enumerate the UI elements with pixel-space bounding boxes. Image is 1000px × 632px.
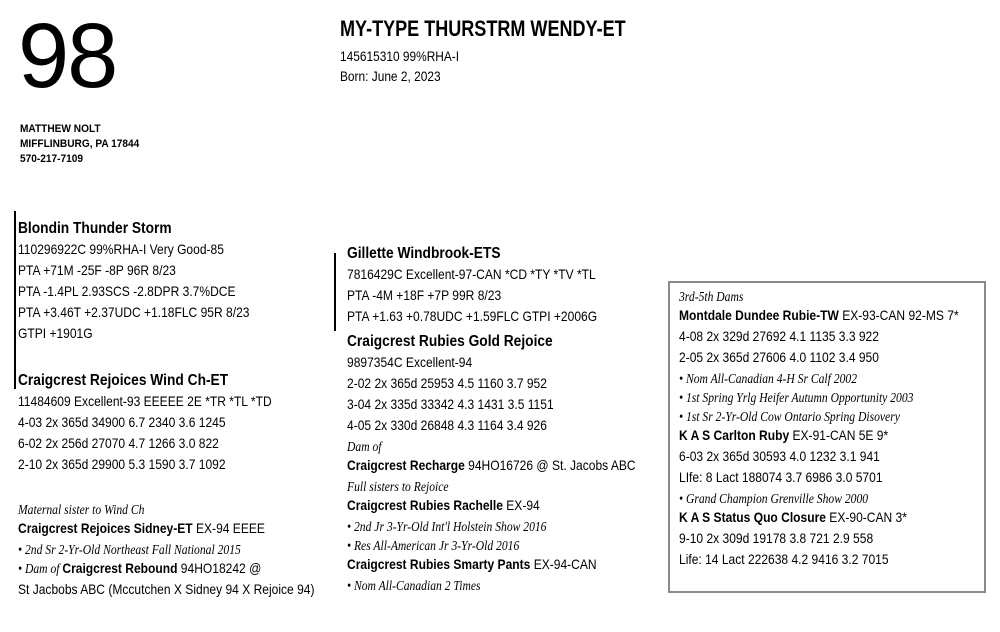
- animal-birthdate: Born: June 2, 2023: [340, 68, 441, 84]
- granddam-name: Craigcrest Rubies Gold Rejoice: [347, 333, 553, 350]
- smarty-pants-score: EX-94-CAN: [530, 556, 597, 572]
- maternal-sister-note: • Dam of: [18, 561, 63, 576]
- dam4-note: • Grand Champion Grenville Show 2000: [679, 491, 869, 506]
- dams-box-heading: 3rd-5th Dams: [679, 289, 744, 304]
- dam-record: 6-02 2x 256d 27070 4.7 1266 3.0 822: [18, 435, 219, 451]
- owner-location: MIFFLINBURG, PA 17844: [20, 138, 140, 150]
- sire-line: PTA -1.4PL 2.93SCS -2.8DPR 3.7%DCE: [18, 283, 236, 299]
- recharge-name: Craigcrest Recharge: [347, 457, 465, 473]
- rebound-pedigree: St Jacbobs ABC (Mccutchen X Sidney 94 X Rejoice 94): [18, 581, 315, 597]
- rebound-info: 94HO18242 @: [177, 560, 262, 576]
- sire-block: [18, 218, 249, 344]
- animal-name: MY-TYPE THURSTRM WENDY-ET: [340, 16, 626, 41]
- dam-of-heading: Dam of: [347, 439, 382, 454]
- sire-bracket-line: [14, 211, 16, 389]
- dam4-name: K A S Carlton Ruby: [679, 427, 790, 443]
- maternal-sister-score: EX-94 EEEE: [192, 520, 265, 536]
- dam-line: 11484609 Excellent-93 EEEEE 2E *TR *TL *TD: [18, 393, 272, 409]
- full-sisters-heading: Full sisters to Rejoice: [347, 479, 449, 494]
- maternal-sister-note: • 2nd Sr 2-Yr-Old Northeast Fall National 2015: [18, 542, 241, 557]
- recharge-info: 94HO16726 @ St. Jacobs ABC: [464, 457, 636, 473]
- maternal-sister-heading: Maternal sister to Wind Ch: [18, 502, 145, 517]
- rebound-name: Craigcrest Rebound: [62, 560, 178, 576]
- sire-line: GTPI +1901G: [18, 325, 93, 341]
- damsire-line: PTA +1.63 +0.78UDC +1.59FLC GTPI +2006G: [347, 308, 598, 324]
- dam3-note: • Nom All-Canadian 4-H Sr Calf 2002: [679, 371, 858, 386]
- owner-name: MATTHEW NOLT: [20, 123, 101, 135]
- dam3-record: 4-08 2x 329d 27692 4.1 1135 3.3 922: [679, 328, 879, 344]
- sire-line: PTA +3.46T +2.37UDC +1.18FLC 95R 8/23: [18, 304, 250, 320]
- dam-block: [18, 370, 272, 475]
- dam4-score: EX-91-CAN 5E 9*: [789, 427, 889, 443]
- dam5-record: Life: 14 Lact 222638 4.2 9416 3.2 7015: [679, 551, 889, 567]
- dam5-score: EX-90-CAN 3*: [825, 509, 907, 525]
- sire-line: PTA +71M -25F -8P 96R 8/23: [18, 262, 176, 278]
- rachelle-note: • 2nd Jr 3-Yr-Old Int'l Holstein Show 2016: [347, 519, 547, 534]
- maternal-sister-name: Craigcrest Rejoices Sidney-ET: [18, 520, 193, 536]
- rachelle-note: • Res All-American Jr 3-Yr-Old 2016: [347, 538, 520, 553]
- owner-info: [20, 122, 139, 167]
- dam4-record: 6-03 2x 365d 30593 4.0 1232 3.1 941: [679, 448, 880, 464]
- granddam-block: [347, 331, 636, 594]
- damsire-name: Gillette Windbrook-ETS: [347, 245, 501, 262]
- dam-record: 4-03 2x 365d 34900 6.7 2340 3.6 1245: [18, 414, 226, 430]
- dam-name: Craigcrest Rejoices Wind Ch-ET: [18, 372, 229, 389]
- rachelle-name: Craigcrest Rubies Rachelle: [347, 497, 503, 513]
- sire-name: Blondin Thunder Storm: [18, 220, 172, 237]
- granddam-line: 9897354C Excellent-94: [347, 354, 473, 370]
- granddam-record: 2-02 2x 365d 25953 4.5 1160 3.7 952: [347, 375, 547, 391]
- animal-registration: 145615310 99%RHA-I: [340, 48, 460, 64]
- damsire-bracket-line: [334, 253, 336, 331]
- damsire-line: 7816429C Excellent-97-CAN *CD *TY *TV *TL: [347, 266, 596, 282]
- dam3-note: • 1st Sr 2-Yr-Old Cow Ontario Spring Disovery: [679, 409, 900, 424]
- dams-3-5-content: [679, 286, 959, 570]
- dam-record: 2-10 2x 365d 29900 5.3 1590 3.7 1092: [18, 456, 226, 472]
- maternal-sister-block: [18, 499, 314, 600]
- granddam-record: 3-04 2x 335d 33342 4.3 1431 3.5 1151: [347, 396, 554, 412]
- granddam-record: 4-05 2x 330d 26848 4.3 1164 3.4 926: [347, 417, 547, 433]
- dam3-note: • 1st Spring Yrlg Heifer Autumn Opportunity 2003: [679, 390, 914, 405]
- sire-line: 110296922C 99%RHA-I Very Good-85: [18, 241, 224, 257]
- smarty-pants-note: • Nom All-Canadian 2 Times: [347, 578, 481, 593]
- rachelle-score: EX-94: [502, 497, 540, 513]
- dam3-name: Montdale Dundee Rubie-TW: [679, 307, 839, 323]
- smarty-pants-name: Craigcrest Rubies Smarty Pants: [347, 556, 531, 572]
- lot-number: 98: [18, 5, 117, 107]
- damsire-block: [347, 243, 597, 327]
- dam3-score: EX-93-CAN 92-MS 7*: [838, 307, 959, 323]
- dam5-record: 9-10 2x 309d 19178 3.8 721 2.9 558: [679, 530, 874, 546]
- owner-phone: 570-217-7109: [20, 153, 84, 165]
- damsire-line: PTA -4M +18F +7P 99R 8/23: [347, 287, 502, 303]
- dam3-record: 2-05 2x 365d 27606 4.0 1102 3.4 950: [679, 349, 879, 365]
- dam5-name: K A S Status Quo Closure: [679, 509, 826, 525]
- dam4-record: LIfe: 8 Lact 188074 3.7 6986 3.0 5701: [679, 469, 883, 485]
